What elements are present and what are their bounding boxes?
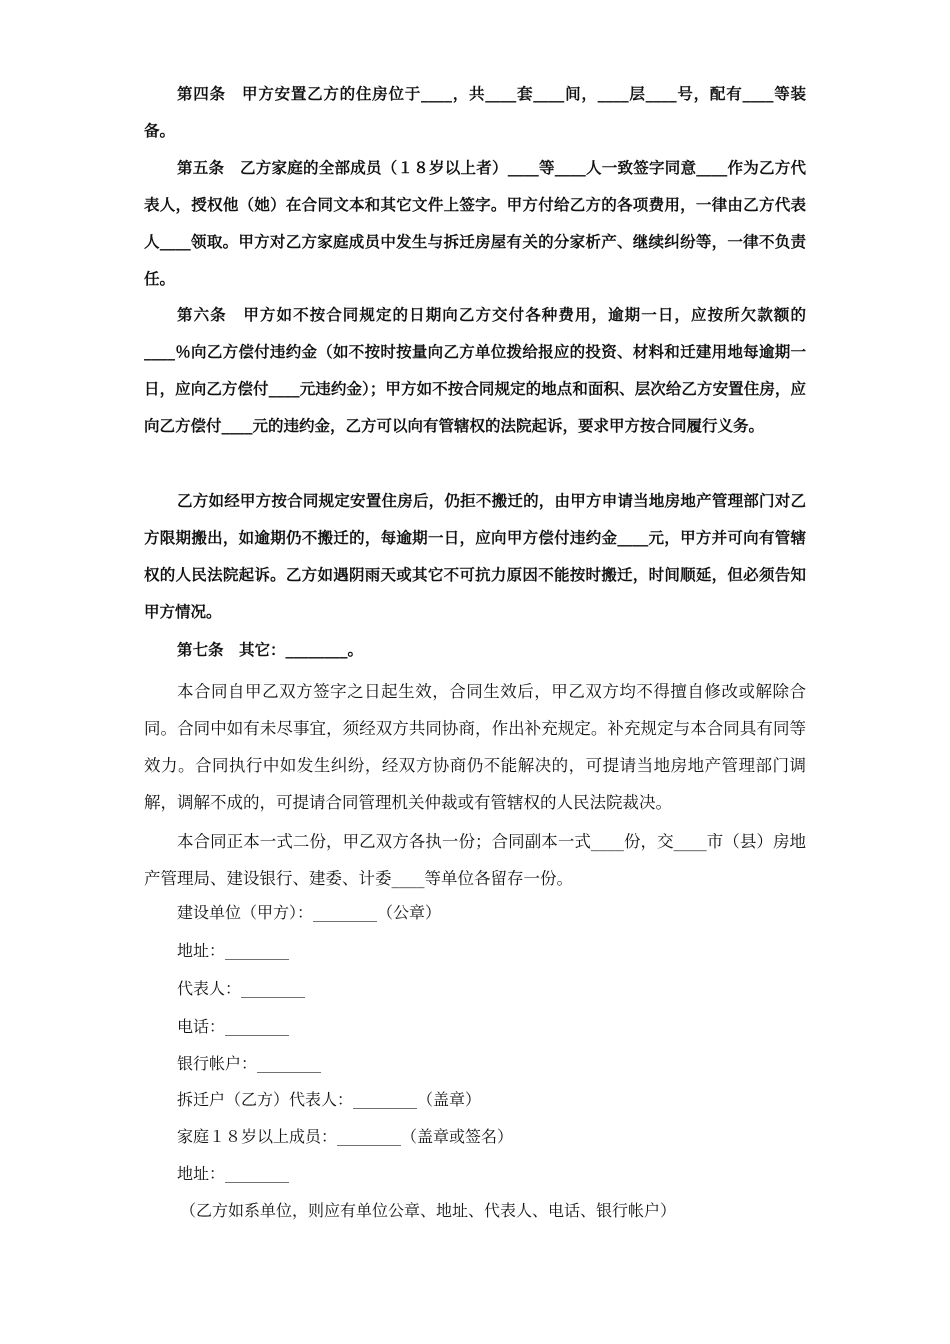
signature-builder-bank-account: 银行帐户：________ [177, 1054, 322, 1073]
signature-builder: 建设单位（甲方）：________（公章） [177, 903, 442, 922]
article-6-continued: 乙方如经甲方按合同规定安置住房后，仍拒不搬迁的，由甲方申请当地房地产管理部门对乙方限期搬出，如逾期仍不搬迁的，每逾期一日，应向甲方偿付违约金____元，甲方并可向有管辖权的人民法院起诉。乙方如遇阴雨天或其它不可抗力原因不能按时搬迁，时间顺延，但必须告知甲方情况。 [144, 492, 806, 621]
signature-relocatee-representative: 拆迁户（乙方）代表人：________（盖章） [177, 1090, 482, 1109]
copies-clause: 本合同正本一式二份，甲乙双方各执一份；合同副本一式____份，交____市（县）房地产管理局、建设银行、建委、计委____等单位各留存一份。 [144, 832, 806, 888]
signature-family-members: 家庭１８岁以上成员：________（盖章或签名） [177, 1127, 514, 1146]
signature-note: （乙方如系单位，则应有单位公章、地址、代表人、电话、银行帐户） [180, 1201, 677, 1220]
signature-relocatee-address: 地址：________ [177, 1164, 290, 1183]
effect-clause: 本合同自甲乙双方签字之日起生效，合同生效后，甲乙双方均不得擅自修改或解除合同。合同中如有未尽事宜，须经双方共同协商，作出补充规定。补充规定与本合同具有同等效力。合同执行中如发生纠纷，经双方协商仍不能解决的，可提请当地房地产管理部门调解，调解不成的，可提请合同管理机关仲裁或有管辖权的人民法院裁决。 [144, 682, 806, 812]
signature-builder-phone: 电话：________ [177, 1017, 290, 1036]
signature-builder-representative: 代表人：________ [177, 979, 306, 998]
article-6: 第六条 甲方如不按合同规定的日期向乙方交付各种费用，逾期一日，应按所欠款额的____％向乙方偿付违约金（如不按时按量向乙方单位拨给报应的投资、材料和迁建用地每逾期一日，应向乙方偿付____元违约金）；甲方如不按合同规定的地点和面积、层次给乙方安置住房，应向乙方偿付____元的违约金，乙方可以向有管辖权的法院起诉，要求甲方按合同履行义务。 [144, 306, 806, 435]
article-7: 第七条 其它：________。 [177, 641, 364, 659]
article-4: 第四条 甲方安置乙方的住房位于____，共____套____间，____层____号，配有____等装备。 [144, 85, 806, 140]
signature-builder-address: 地址：________ [177, 941, 290, 960]
article-5: 第五条 乙方家庭的全部成员（１８岁以上者）____等____人一致签字同意____作为乙方代表人，授权他（她）在合同文本和其它文件上签字。甲方付给乙方的各项费用，一律由乙方代表人____领取。甲方对乙方家庭成员中发生与拆迁房屋有关的分家析产、继续纠纷等，一律不负责任。 [144, 159, 806, 288]
